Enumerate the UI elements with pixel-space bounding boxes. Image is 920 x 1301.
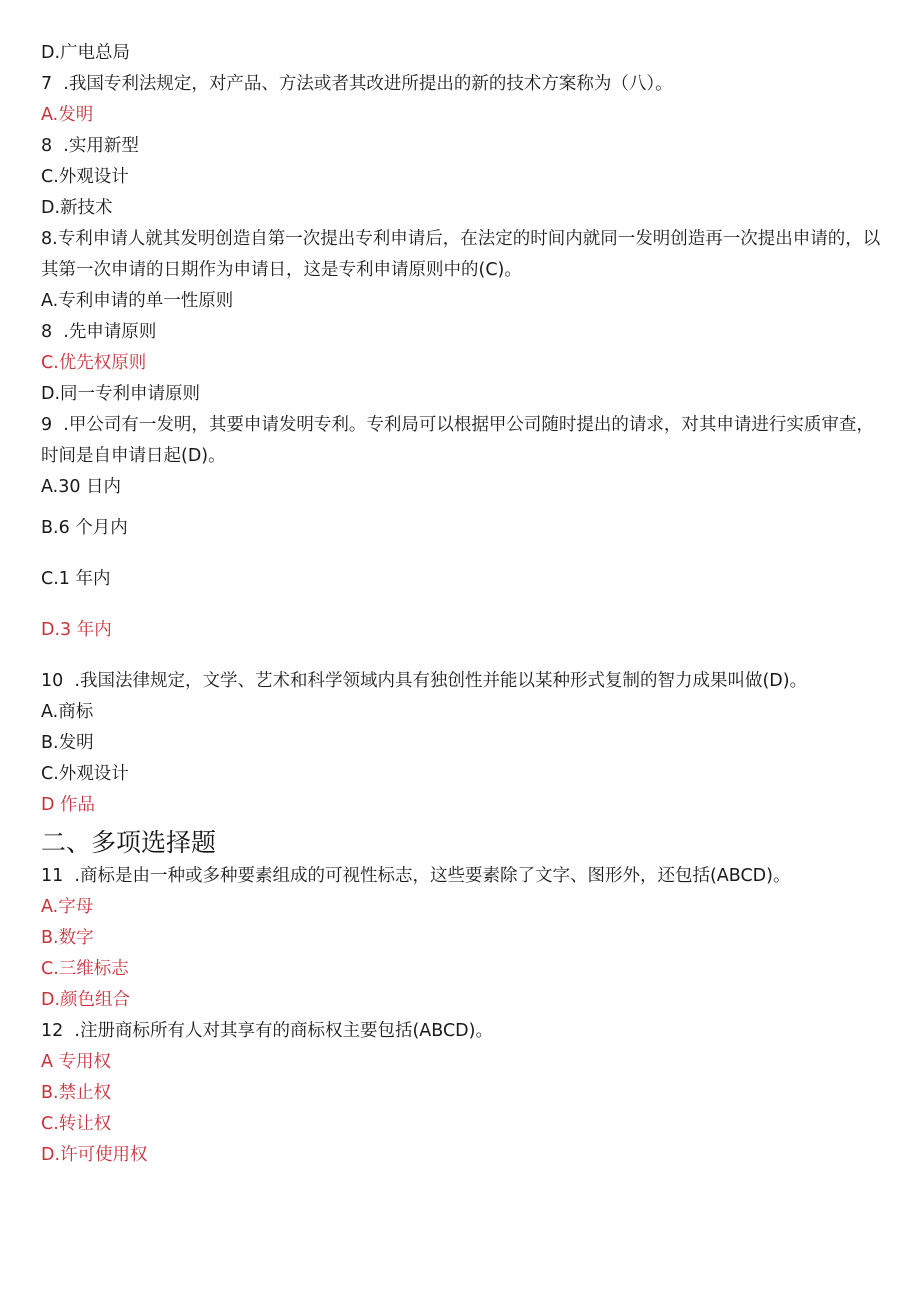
q8-option-a: A.专利申请的单一性原则 — [41, 291, 234, 311]
q12-option-a-answer: A 专用权 — [41, 1052, 112, 1072]
q11-option-a-answer: A.字母 — [41, 897, 94, 917]
q10-option-d-answer: D 作品 — [41, 795, 96, 815]
document-page — [41, 38, 881, 1171]
q8-option-d: D.同一专利申请原则 — [41, 384, 201, 404]
q10-question: 10 .我国法律规定，文学、艺术和科学领域内具有独创性并能以某种形式复制的智力成果叫做(D)。 — [41, 671, 808, 691]
q7-question: 7 .我国专利法规定，对产品、方法或者其改进所提出的新的技术方案称为（八）。 — [41, 74, 673, 94]
q11-option-b-answer: B.数字 — [41, 928, 94, 948]
q6-option-d: D.广电总局 — [41, 43, 131, 63]
q11-question: 11 .商标是由一种或多种要素组成的可视性标志，这些要素除了文字、图形外，还包括(ABCD)。 — [41, 866, 791, 886]
q10-option-a: A.商标 — [41, 702, 94, 722]
section-heading-multiple-choice: 二、多项选择题 — [41, 828, 217, 857]
q7-option-a-answer: A.发明 — [41, 105, 94, 125]
q9-question: 9 .甲公司有一发明，其要申请发明专利。专利局可以根据甲公司随时提出的请求，对其申请进行实质审查，时间是自申请日起(D)。 — [41, 415, 874, 466]
q12-option-c-answer: C.转让权 — [41, 1114, 112, 1134]
q9-option-d-answer: D.3 年内 — [41, 620, 112, 640]
q9-option-a: A.30 日内 — [41, 477, 122, 497]
q11-option-d-answer: D.颜色组合 — [41, 990, 131, 1010]
q8-option-b: 8 .先申请原则 — [41, 322, 157, 342]
q7-option-c: C.外观设计 — [41, 167, 129, 187]
q9-option-c: C.1 年内 — [41, 569, 111, 589]
q10-option-b: B.发明 — [41, 733, 94, 753]
q8-option-c-answer: C.优先权原则 — [41, 353, 147, 373]
q12-question: 12 .注册商标所有人对其享有的商标权主要包括(ABCD)。 — [41, 1021, 493, 1041]
q11-option-c-answer: C.三维标志 — [41, 959, 129, 979]
q8-question: 8.专利申请人就其发明创造自第一次提出专利申请后，在法定的时间内就同一发明创造再一次提出申请的，以其第一次申请的日期作为申请日，这是专利申请原则中的(C)。 — [41, 229, 881, 280]
q10-option-c: C.外观设计 — [41, 764, 129, 784]
q7-option-d: D.新技术 — [41, 198, 113, 218]
q9-option-b: B.6 个月内 — [41, 518, 128, 538]
q7-option-b: 8 .实用新型 — [41, 136, 139, 156]
q12-option-d-answer: D.许可使用权 — [41, 1145, 148, 1165]
q12-option-b-answer: B.禁止权 — [41, 1083, 112, 1103]
